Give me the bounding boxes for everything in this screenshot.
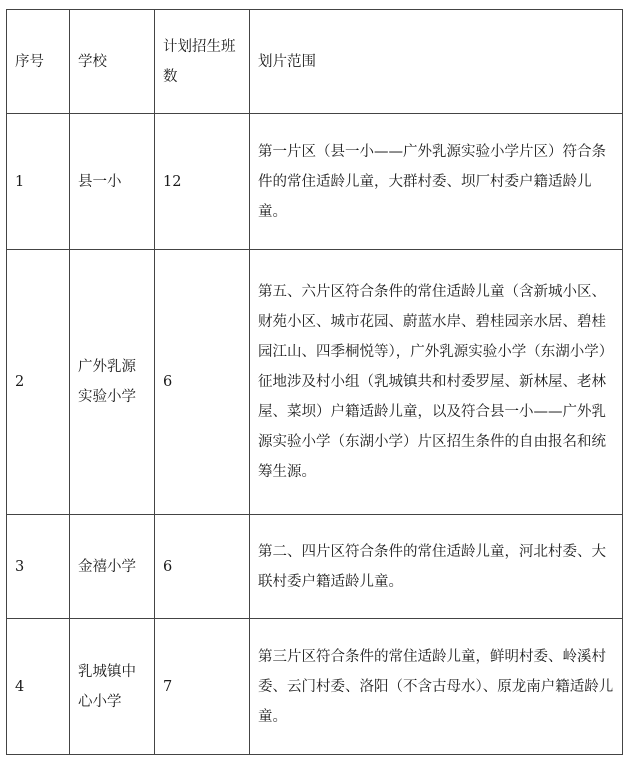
row-scope: 第五、六片区符合条件的常住适龄儿童（含新城小区、财苑小区、城市花园、蔚蓝水岸、碧桂园亲水居、碧桂园江山、四季桐悦等），广外乳源实验小学（东湖小学）征地涉及村小组（乳城镇共和村委罗屋、新林屋、老林屋、菜坝）户籍适龄儿童，以及符合县一小——广外乳源实验小学（东湖小学）片区招生条件的自由报名和统筹生源。	[250, 250, 623, 515]
row-school: 广外乳源实验小学	[70, 250, 155, 515]
header-classes: 计划招生班数	[155, 10, 250, 114]
table-row	[7, 619, 623, 755]
row-school: 金禧小学	[70, 515, 155, 619]
row-no: 2	[7, 250, 70, 515]
row-school: 县一小	[70, 114, 155, 250]
header-scope: 划片范围	[250, 10, 623, 114]
row-no: 1	[7, 114, 70, 250]
table-row	[7, 114, 623, 250]
row-scope: 第一片区（县一小——广外乳源实验小学片区）符合条件的常住适龄儿童，大群村委、坝厂村委户籍适龄儿童。	[250, 114, 623, 250]
row-no: 4	[7, 619, 70, 755]
row-classes: 12	[155, 114, 250, 250]
row-school: 乳城镇中心小学	[70, 619, 155, 755]
header-no: 序号	[7, 10, 70, 114]
table-row	[7, 250, 623, 515]
row-scope: 第三片区符合条件的常住适龄儿童，鲜明村委、岭溪村委、云门村委、洛阳（不含古母水）、原龙南户籍适龄儿童。	[250, 619, 623, 755]
row-classes: 7	[155, 619, 250, 755]
enrollment-table	[6, 9, 623, 755]
table-header-row	[7, 10, 623, 114]
row-classes: 6	[155, 250, 250, 515]
header-school: 学校	[70, 10, 155, 114]
table-row	[7, 515, 623, 619]
row-no: 3	[7, 515, 70, 619]
row-classes: 6	[155, 515, 250, 619]
row-scope: 第二、四片区符合条件的常住适龄儿童，河北村委、大联村委户籍适龄儿童。	[250, 515, 623, 619]
